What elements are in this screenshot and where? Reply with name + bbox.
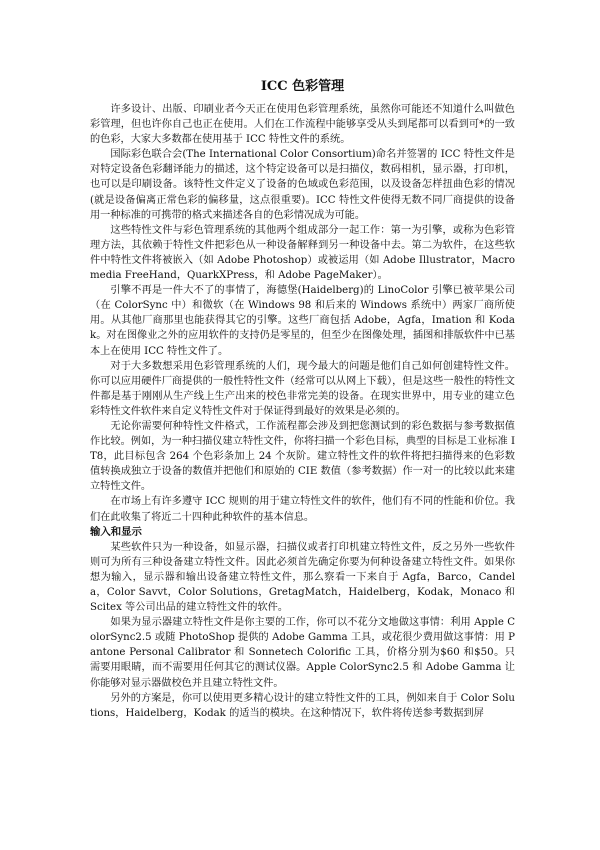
paragraph: 对于大多数想采用色彩管理系统的人们，现今最大的问题是他们自己如何创建特性文件。你可以应用硬件厂商提供的一般性特性文件（经常可以从网上下载），但是这些一般性的特性文件都是基于刚刚从生产线上生产出来的校色非常完美的设备。在现实世界中，用专业的建立色彩特性文件软件来自定义特性文件对于保证得到最好的效果是必须的。 <box>90 360 515 417</box>
paragraph: 国际彩色联合会(The International Color Consortium)命名并签署的 ICC 特性文件是对特定设备色彩翻译能力的描述，这个特定设备可以是扫描仪，数码相机，显示器，打印机，也可以是印刷设备。该特性文件定义了设备的色域或色彩范围，以及设备怎样扭曲色彩的情况(就是设备偏离正常色彩的偏移量，这点很重要)。ICC 特性文件使得无数不同厂商提供的设备用一种标准的可携带的格式来描述各自的色彩情况成为可能。 <box>90 149 515 221</box>
paragraph: 这些特性文件与彩色管理系统的其他两个组成部分一起工作：第一为引擎，或称为色彩管理方法，其依赖于特性文件把彩色从一种设备解释到另一种设备中去。第二为软件，在这些软件中特性文件将被嵌入（如 Adobe Photoshop）或被运用（如 Adobe Illustrator，Macromedia FreeHand，QuarkXPress，和 Adobe PageMaker）。 <box>90 224 515 282</box>
paragraph: 许多设计、出版、印刷业者今天正在使用色彩管理系统，虽然你可能还不知道什么叫做色彩管理，但也许你自己也正在使用。人们在工作流程中能够享受从头到尾都可以看到可*的一致的色彩，大家大多数都在使用基于 ICC 特性文件的系统。 <box>90 104 515 146</box>
document-title: ICC 色彩管理 <box>260 79 345 94</box>
paragraph: 无论你需要何种特性文件格式，工作流程都会涉及到把您测试到的彩色数据与参考数据值作比较。例如，为一种扫描仪建立特性文件，你将扫描一个彩色目标，典型的目标是工业标准 IT8，此目标包含 264 个色彩条加上 24 个灰阶。建立特性文件的软件将把扫描得来的色彩数值转换成独立于设备的数值并把他们和原始的 CIE 数值（参考数据）作一对一的比较以此来建立特性文件。 <box>90 420 515 493</box>
paragraph: 如果为显示器建立特性文件是你主要的工作，你可以不花分文地做这事情：利用 Apple ColorSync2.5 或随 PhotoShop 提供的 Adobe Gamma 工具，或花很少费用做这事情：用 Pantone Personal Calibrator 和 Sonnetech Colorific 工具，价格分别为$60 和$50。只需要用眼睛，而不需要用任何其它的测试仪器。Apple ColorSync2.5 和 Adobe Gamma 让你能够对显示器做校色并且建立特性文件。 <box>90 617 515 689</box>
paragraph: 引擎不再是一件大不了的事情了，海德堡(Haidelberg)的 LinoColor 引擎已被苹果公司（在 ColorSync 中）和微软（在 Windows 98 和后来的 Windows 系统中）两家厂商所使用。从其他厂商那里也能获得其它的引擎。这些厂商包括 Adobe，Agfa，Imation 和 Kodak。对在图像业之外的应用软件的支持仍是零星的，但至少在图像处理，插图和排版软件中已基本上在使用 ICC 特性文件了。 <box>90 285 515 357</box>
section-heading: 输入和显示 <box>90 525 142 538</box>
paragraph: 在市场上有许多遵守 ICC 规则的用于建立特性文件的软件，他们有不同的性能和价位。我们在此收集了将近二十四种此种软件的基本信息。 <box>90 496 515 523</box>
paragraph: 另外的方案是，你可以使用更多精心设计的建立特性文件的工具，例如来自于 Color Solutions，Haidelberg，Kodak 的适当的模块。在这种情况下，软件将传送参考数据到屏 <box>90 692 515 719</box>
paragraph: 某些软件只为一种设备，如显示器，扫描仪或者打印机建立特性文件，反之另外一些软件则可为所有三种设备建立特性文件。因此必须首先确定你要为何种设备建立特性文件。如果你想为输入，显示器和输出设备建立特性文件，那么察看一下来自于 Agfa，Barco，Candela，Color Savvt，Color Solutions，GretagMatch，Haidelberg，Kodak，Monaco 和 Scitex 等公司出品的建立特性文件的软件。 <box>90 541 515 614</box>
document-page <box>90 78 515 721</box>
